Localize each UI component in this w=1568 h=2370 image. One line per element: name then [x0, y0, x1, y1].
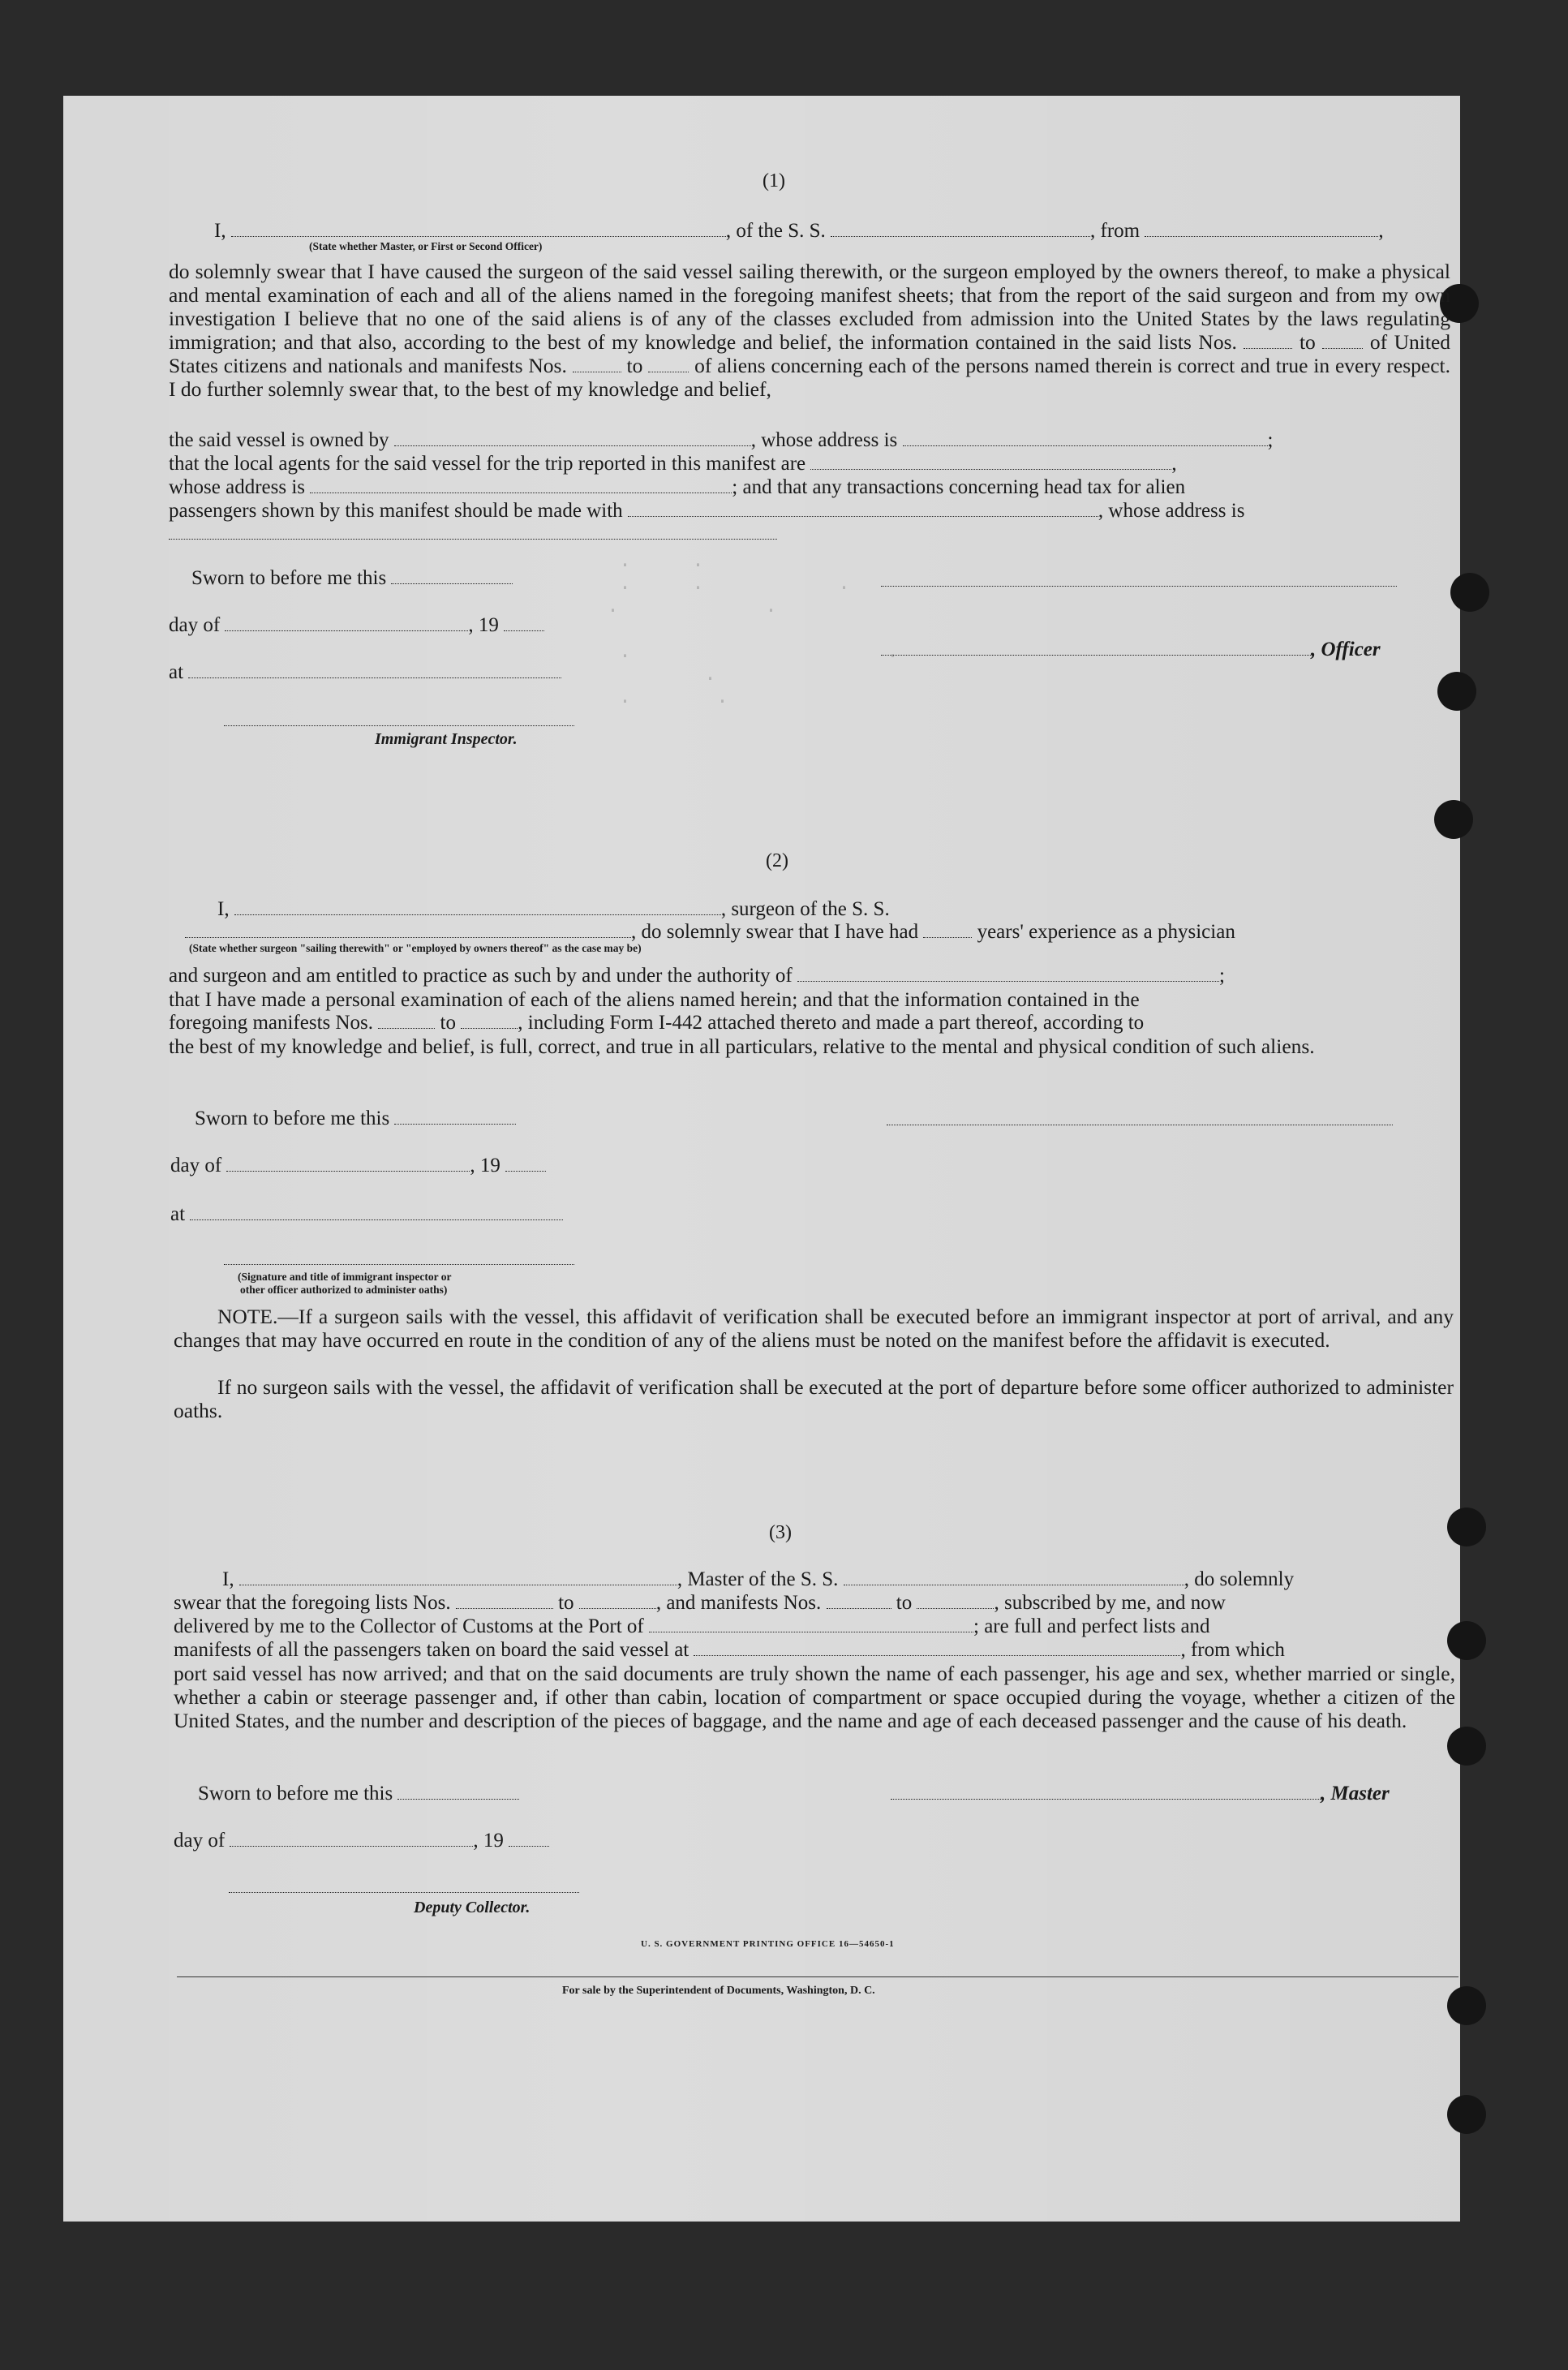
lists-no-from-field[interactable]	[1244, 333, 1292, 349]
section1-sworn: Sworn to before me this	[191, 566, 513, 590]
s3-manifests-from-field[interactable]	[827, 1594, 891, 1609]
section2-year-field[interactable]	[505, 1156, 546, 1172]
binder-hole-icon	[1447, 1621, 1486, 1660]
note-paragraph-1: NOTE.—If a surgeon sails with the vessel, this affidavit of verification shall be executed before an immigrant inspector at port of arrival, and any changes that may have occurred en route in the condition of any of the aliens must be noted on the manifest before the affidavit is executed.	[174, 1305, 1454, 1352]
section2-line2: , do solemnly swear that I have had years' experience as a physician	[185, 920, 1235, 944]
section2-place-field[interactable]	[190, 1205, 563, 1220]
local-agents-line: that the local agents for the said vessel for the trip reported in this manifest are ,	[169, 453, 1177, 475]
sig-caption-2: other officer authorized to administer oaths)	[240, 1284, 448, 1296]
form-sheet	[63, 96, 1460, 2222]
address-continuation-line	[169, 539, 777, 540]
surgeon-name-field[interactable]	[234, 900, 721, 915]
binder-hole-icon	[1450, 573, 1489, 612]
master-name-field[interactable]	[239, 1570, 677, 1585]
deputy-collector-caption: Deputy Collector.	[414, 1899, 531, 1916]
section1-place-field[interactable]	[188, 663, 561, 678]
binder-hole-icon	[1447, 1986, 1486, 2025]
section3-master-line: , Master	[891, 1782, 1390, 1805]
master-vessel-field[interactable]	[844, 1570, 1184, 1585]
owner-address-field[interactable]	[903, 431, 1268, 446]
section2-body-c: the best of my knowledge and belief, is full, correct, and true in all particulars, relative to the mental and physical condition of such aliens.	[169, 1034, 1315, 1058]
manifests-no-from-field[interactable]	[573, 357, 621, 372]
section3-line2: swear that the foregoing lists Nos. to , and manifests Nos. to , subscribed by me, and now	[174, 1592, 1226, 1614]
section3-day-of: day of , 19	[174, 1829, 549, 1852]
officer-field[interactable]	[231, 222, 726, 237]
section3-line1: I, , Master of the S. S. , do solemnly	[222, 1568, 1295, 1590]
s3-lists-to-field[interactable]	[579, 1594, 656, 1609]
binder-hole-icon	[1447, 2095, 1486, 2134]
for-sale-line: For sale by the Superintendent of Documents, Washington, D. C.	[562, 1985, 875, 1997]
sig-caption-1: (Signature and title of immigrant inspector or	[238, 1271, 452, 1283]
from-port-field[interactable]	[1145, 222, 1378, 237]
owner-field[interactable]	[394, 431, 751, 446]
section2-body-a: that I have made a personal examination of each of the aliens named herein; and that the information contained in the	[169, 987, 1140, 1011]
section3-sworn-day-field[interactable]	[397, 1784, 519, 1800]
s2-manifests-from-field[interactable]	[378, 1013, 435, 1029]
section1-heading: (1)	[763, 170, 785, 191]
officer-name-field[interactable]	[881, 640, 1311, 656]
agents-address-field[interactable]	[310, 478, 732, 493]
surgeon-vessel-field[interactable]	[185, 923, 631, 938]
embarkation-port-field[interactable]	[694, 1641, 1180, 1656]
s2-manifests-to-field[interactable]	[461, 1013, 518, 1029]
lists-no-to-field[interactable]	[1322, 333, 1363, 349]
master-signature-field[interactable]	[891, 1784, 1321, 1800]
section1-line1: I, , of the S. S. , from ,	[214, 220, 1384, 242]
officer-signature-line[interactable]	[881, 586, 1397, 587]
section2-body-b: foregoing manifests Nos. to , including Form I-442 attached thereto and made a part thereof, according to	[169, 1012, 1145, 1034]
bleed-through-text: . . . . . . . . . . . .	[607, 549, 900, 709]
note-paragraph-2: If no surgeon sails with the vessel, the affidavit of verification shall be executed at the port of departure before some officer authorized to administer oaths.	[174, 1375, 1454, 1422]
section3-sworn: Sworn to before me this	[198, 1782, 519, 1805]
authority-field[interactable]	[797, 966, 1219, 982]
section2-month-field[interactable]	[226, 1156, 470, 1172]
customs-port-field[interactable]	[649, 1617, 973, 1632]
footer-rule	[177, 1976, 1458, 1977]
deputy-collector-signature-line[interactable]	[229, 1892, 579, 1893]
binder-hole-icon	[1447, 1727, 1486, 1766]
section2-day-of: day of , 19	[170, 1154, 546, 1177]
section2-sworn: Sworn to before me this	[195, 1107, 516, 1130]
section3-line4: manifests of all the passengers taken on board the said vessel at , from which	[174, 1639, 1285, 1661]
section1-year-field[interactable]	[504, 616, 544, 631]
agents-address-line: whose address is ; and that any transactions concerning head tax for alien	[169, 476, 1186, 498]
binder-hole-icon	[1447, 1508, 1486, 1546]
owned-by-line: the said vessel is owned by , whose address is ;	[169, 429, 1274, 451]
section1-sworn-day-field[interactable]	[391, 569, 513, 584]
s3-lists-from-field[interactable]	[456, 1594, 553, 1609]
section1-oath-paragraph: do solemnly swear that I have caused the surgeon of the said vessel sailing therewith, or the surgeon employed by the owners thereof, to make a physical and mental examination of each and all of the aliens named in the foregoing manifest sheets; that from the report of the said surgeon and from my own investigation I believe that no one of the said aliens is of any of the classes excluded from admission into the United States by the laws regulating immigration; and that also, according to the best of my knowledge and belief, the information contained in the said lists Nos. to of United States citizens and nationals and manifests Nos. to of aliens concerning each of the persons named therein is correct and true in every respect. I do further solemnly swear that, to the best of my knowledge and belief,	[169, 260, 1451, 401]
s3-manifests-to-field[interactable]	[917, 1594, 994, 1609]
section2-sworn-day-field[interactable]	[394, 1109, 516, 1125]
section3-year-field[interactable]	[509, 1831, 549, 1847]
binder-hole-icon	[1437, 672, 1476, 711]
section1-month-field[interactable]	[225, 616, 468, 631]
section3-month-field[interactable]	[230, 1831, 473, 1847]
section2-heading: (2)	[766, 850, 788, 871]
section3-heading: (3)	[769, 1522, 792, 1543]
printing-office-line: U. S. GOVERNMENT PRINTING OFFICE 16—54650-1	[641, 1939, 895, 1949]
section1-at: at	[169, 660, 561, 684]
manifests-no-to-field[interactable]	[648, 357, 689, 372]
immigrant-inspector-caption: Immigrant Inspector.	[375, 730, 518, 748]
inspector-signature-line[interactable]	[224, 725, 574, 726]
surgeon-caption: (State whether surgeon "sailing therewith" or "employed by owners thereof" as the case may be)	[189, 942, 642, 954]
section1-day-of: day of , 19	[169, 613, 544, 637]
section2-official-signature-line[interactable]	[224, 1264, 574, 1265]
officer-caption: (State whether Master, or First or Second Officer)	[309, 240, 543, 252]
section3-body: port said vessel has now arrived; and that on the said documents are truly shown the name of each passenger, his age and sex, whether married or single, whether a cabin or steerage passenger and, if other than cabin, location of compartment or space occupied during the voyage, whether a citizen of the United States, and the number and description of the pieces of baggage, and the name and age of each deceased passenger and the cause of his death.	[174, 1662, 1455, 1732]
local-agents-field[interactable]	[810, 454, 1171, 470]
head-tax-line: passengers shown by this manifest should be made with , whose address is	[169, 500, 1245, 522]
binder-hole-icon	[1434, 800, 1473, 839]
head-tax-agent-field[interactable]	[628, 501, 1098, 517]
years-experience-field[interactable]	[923, 923, 972, 938]
section2-at: at	[170, 1202, 563, 1226]
authority-line: and surgeon and am entitled to practice as such by and under the authority of ;	[169, 965, 1225, 987]
section2-line1: I, , surgeon of the S. S.	[217, 898, 890, 920]
vessel-name-field[interactable]	[831, 222, 1090, 237]
section1-officer-line: , Officer	[881, 638, 1381, 661]
section3-line3: delivered by me to the Collector of Customs at the Port of ; are full and perfect lists and	[174, 1615, 1210, 1637]
